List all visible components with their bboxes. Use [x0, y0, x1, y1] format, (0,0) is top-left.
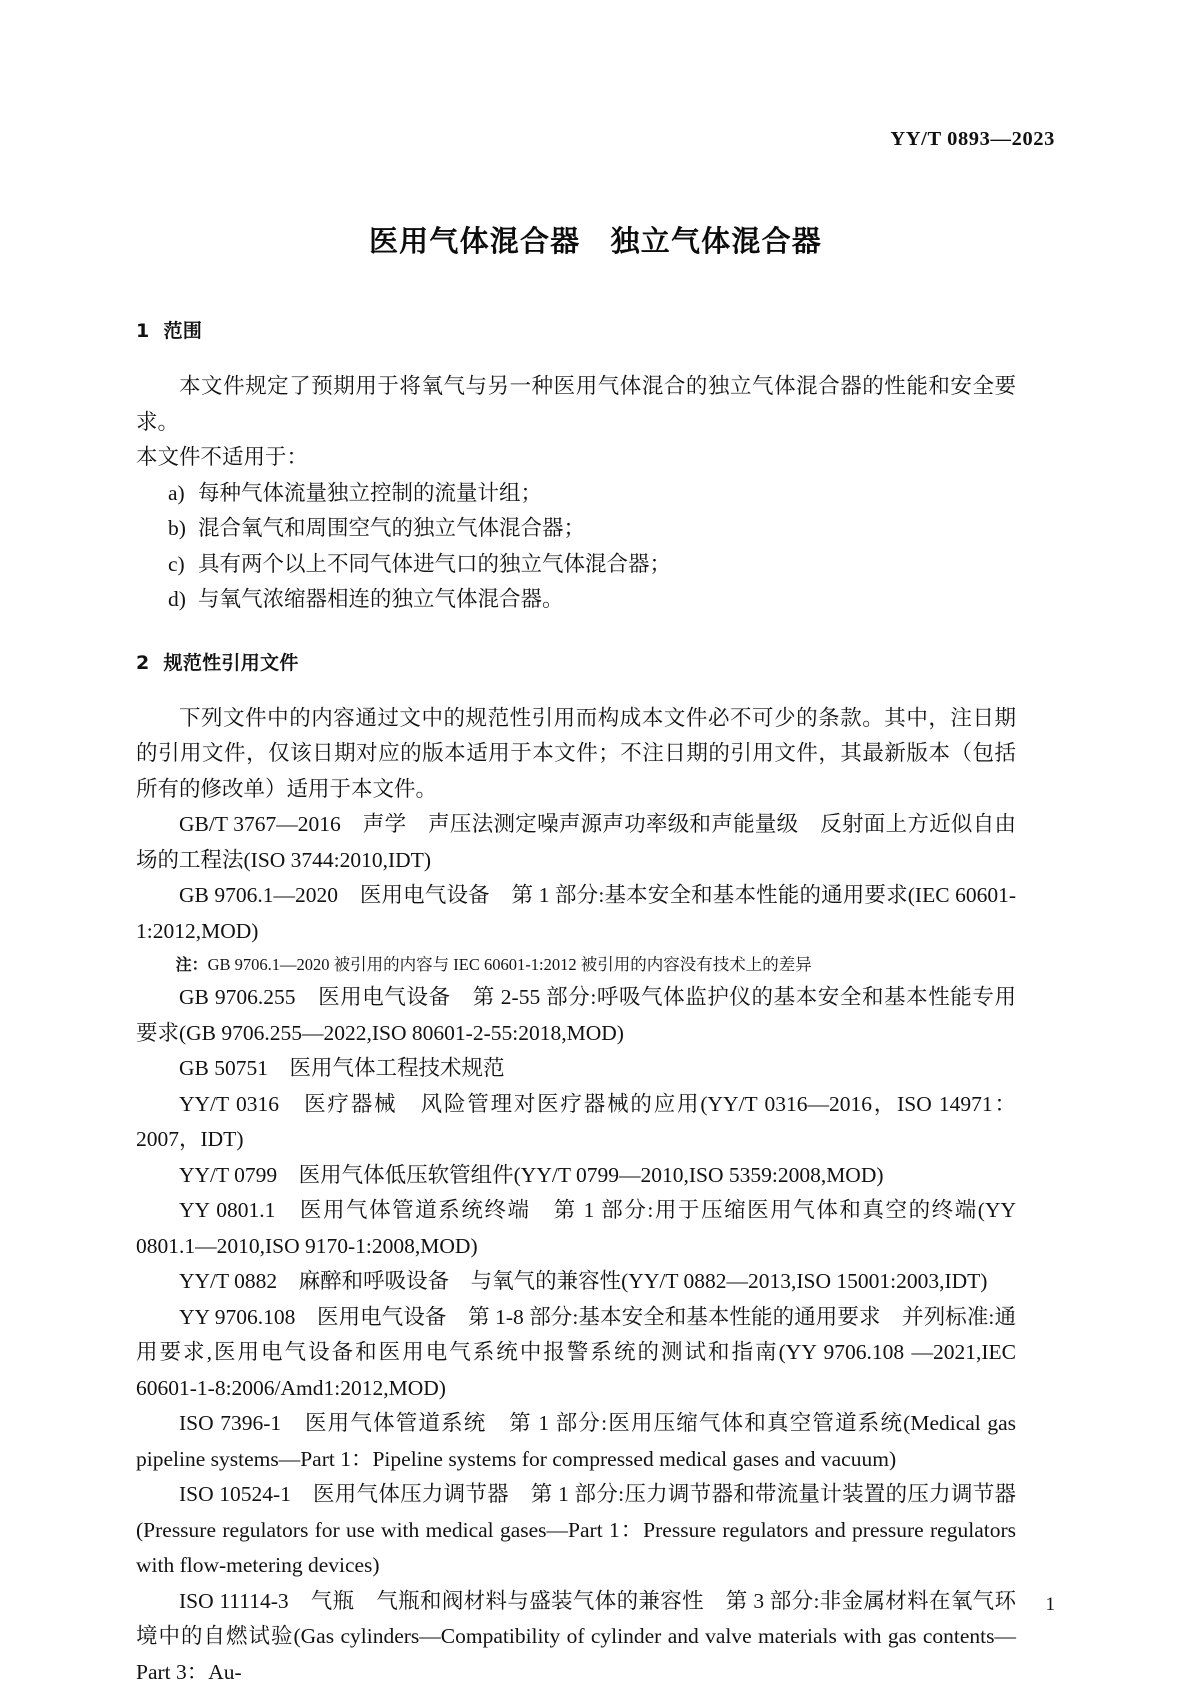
list-text-b: 混合氧气和周围空气的独立气体混合器； — [198, 516, 586, 540]
standard-code: YY/T 0893—2023 — [890, 128, 1055, 150]
reference-entry: YY/T 0799 医用气体低压软管组件(YY/T 0799—2010,ISO 5359:2008,MOD) — [179, 1162, 884, 1187]
note-text: GB 9706.1—2020 被引用的内容与 IEC 60601-1:2012 被引用的内容没有技术上的差异 — [207, 955, 812, 974]
list-item — [136, 511, 1016, 547]
spacer — [136, 675, 1016, 701]
reference-entry: GB 9706.1—2020 医用电气设备 第 1 部分:基本安全和基本性能的通用要求(IEC 60601-1:2012,MOD) — [136, 883, 1016, 943]
reference-entry: ISO 7396-1 医用气体管道系统 第 1 部分:医用压缩气体和真空管道系统(Medical gas pipeline systems—Part 1：Pipeline systems for compressed medical gases and vacuum) — [136, 1411, 1016, 1471]
clause-heading-2 — [136, 648, 1016, 675]
reference-entry: GB/T 3767—2016 声学 声压法测定噪声源声功率级和声能量级 反射面上方近似自由场的工程法(ISO 3744:2010,IDT) — [136, 812, 1016, 872]
reference-entry: YY 0801.1 医用气体管道系统终端 第 1 部分:用于压缩医用气体和真空的终端(YY 0801.1—2010,ISO 9170-1:2008,MOD) — [136, 1198, 1016, 1258]
list-item — [136, 582, 1016, 618]
reference-entry: YY/T 0316 医疗器械 风险管理对医疗器械的应用(YY/T 0316—2016，ISO 14971：2007，IDT) — [136, 1091, 1016, 1151]
list-item — [136, 476, 1016, 512]
note-label: 注： — [175, 955, 208, 974]
list-marker-c: c) — [168, 551, 185, 576]
list-marker-b: b) — [168, 516, 186, 540]
reference-entry: GB 9706.255 医用电气设备 第 2-55 部分:呼吸气体监护仪的基本安全和基本性能专用要求(GB 9706.255—2022,ISO 80601-2-55:2018,MOD) — [136, 985, 1016, 1045]
spacer — [136, 343, 1016, 369]
clause-title-1: 范围 — [163, 320, 203, 342]
list-text-a: 每种气体流量独立控制的流量计组； — [198, 480, 543, 505]
clause-number-2: 2 — [136, 651, 150, 674]
reference-entry: YY 9706.108 医用电气设备 第 1-8 部分:基本安全和基本性能的通用要求 并列标准:通用要求,医用电气设备和医用电气系统中报警系统的测试和指南(YY 9706.108 —2021,IEC 60601-1-8:2006/Amd1:2012,MOD) — [136, 1304, 1016, 1400]
list-marker-a: a) — [168, 480, 185, 505]
normative-intro: 下列文件中的内容通过文中的规范性引用而构成本文件必不可少的条款。其中，注日期的引用文件，仅该日期对应的版本适用于本文件；不注日期的引用文件，其最新版本（包括所有的修改单）适用于本文件。 — [136, 705, 1016, 801]
page-title: 医用气体混合器 独立气体混合器 — [368, 224, 822, 258]
reference-entry: YY/T 0882 麻醉和呼吸设备 与氧气的兼容性(YY/T 0882—2013,ISO 15001:2003,IDT) — [179, 1269, 988, 1293]
reference-entry: GB 50751 医用气体工程技术规范 — [179, 1056, 505, 1080]
page-number: 1 — [1045, 1594, 1055, 1615]
page-header — [136, 128, 1055, 154]
document-body — [136, 316, 1016, 1684]
spacer — [136, 618, 1016, 648]
list-text-c: 具有两个以上不同气体进气口的独立气体混合器； — [198, 551, 672, 576]
clause-number-1: 1 — [136, 320, 150, 342]
clause-heading-1 — [136, 316, 1016, 343]
reference-note — [136, 949, 1016, 980]
scope-paragraph-2: 本文件不适用于： — [136, 445, 309, 469]
list-marker-d: d) — [168, 587, 186, 611]
scope-paragraph-1: 本文件规定了预期用于将氧气与另一种医用气体混合的独立气体混合器的性能和安全要求。 — [136, 374, 1016, 434]
reference-entry: ISO 11114-3 气瓶 气瓶和阀材料与盛装气体的兼容性 第 3 部分:非金属材料在氧气环境中的自燃试验(Gas cylinders—Compatibility of cylinder and valve materials with gas contents—Part 3：Au- — [136, 1588, 1016, 1684]
list-text-d: 与氧气浓缩器相连的独立气体混合器。 — [198, 587, 564, 611]
clause-title-2: 规范性引用文件 — [163, 651, 299, 674]
reference-entry: ISO 10524-1 医用气体压力调节器 第 1 部分:压力调节器和带流量计装置的压力调节器(Pressure regulators for use with medical gases—Part 1：Pressure regulators and pressure regulators with flow-metering devices) — [136, 1482, 1016, 1577]
list-item — [136, 547, 1016, 583]
